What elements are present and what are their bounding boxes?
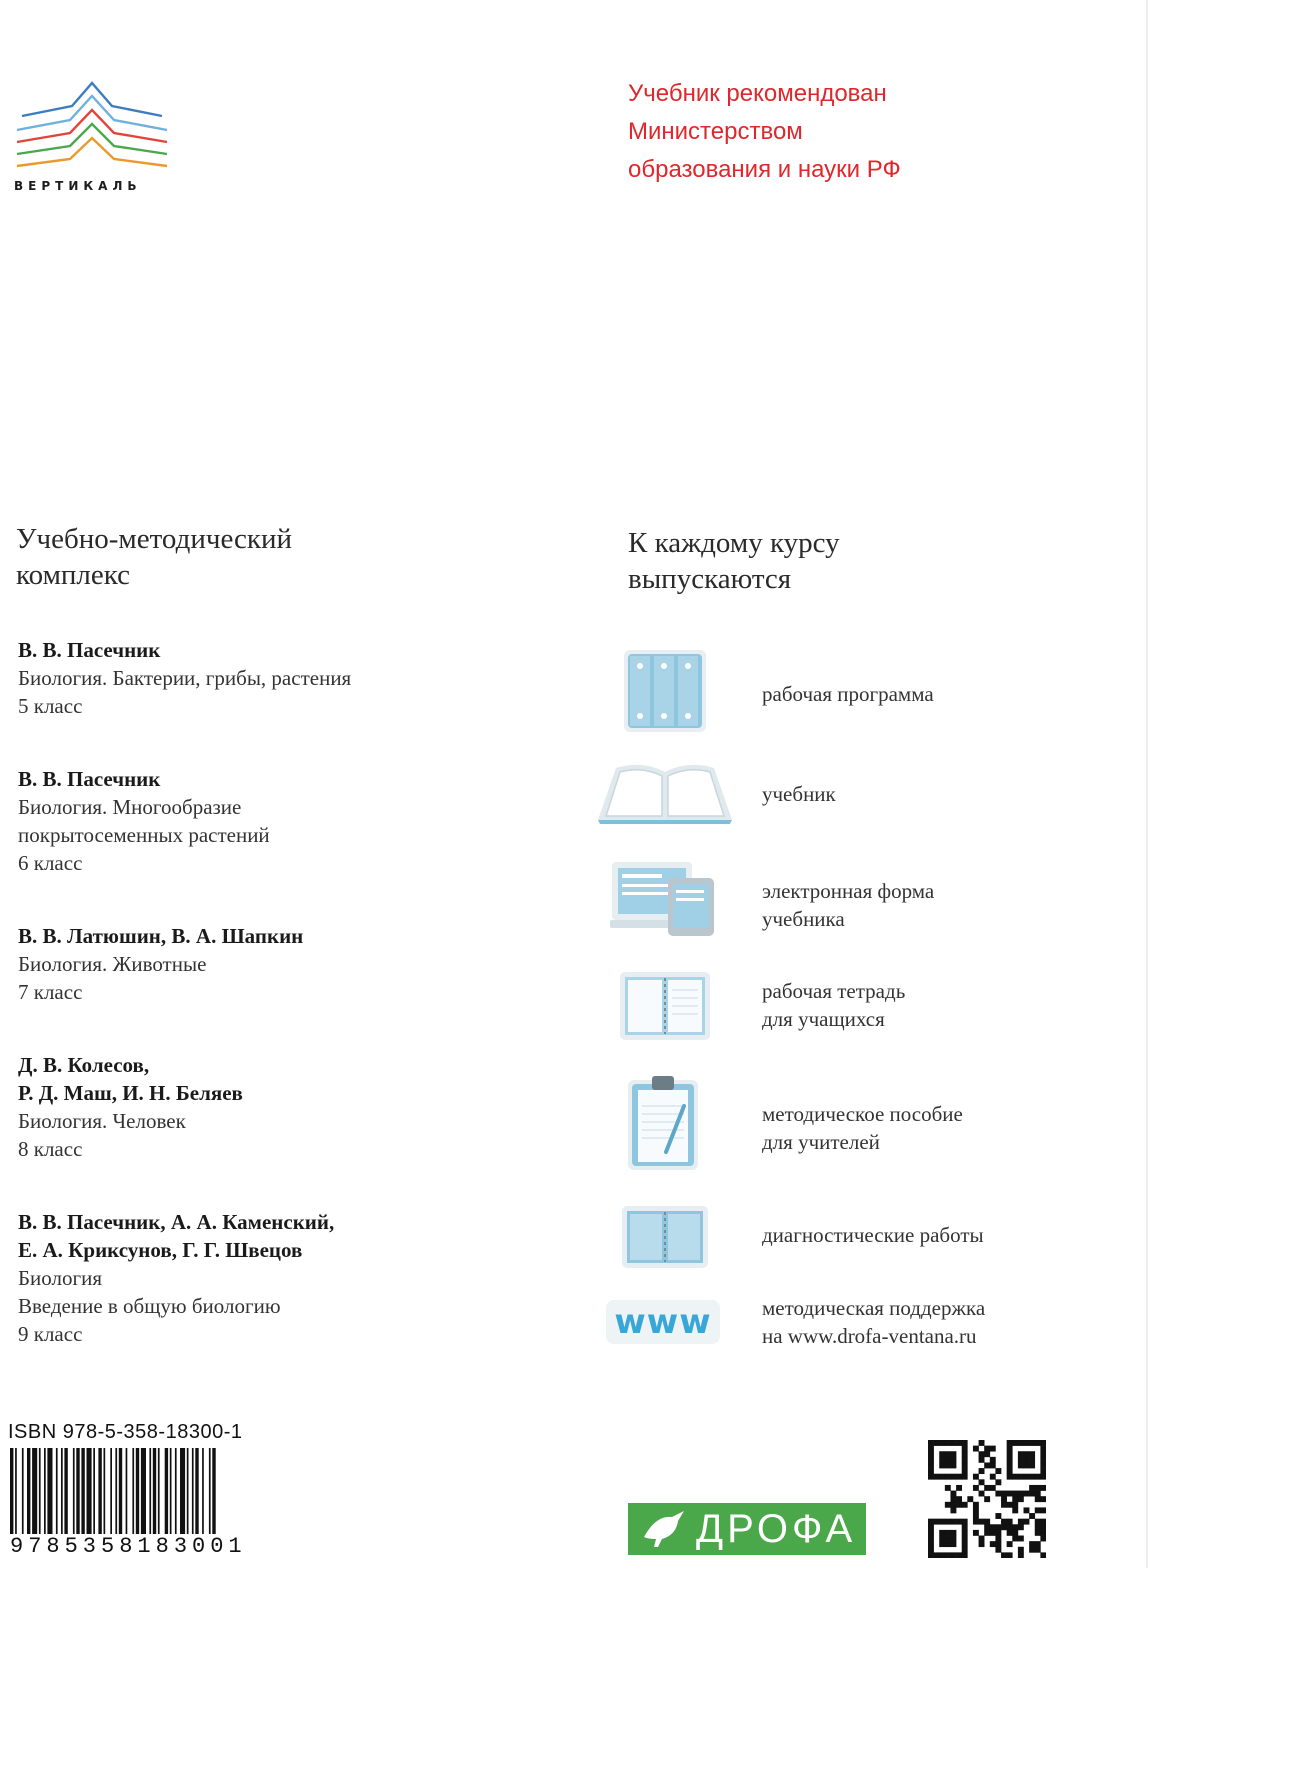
book-entry (18, 765, 270, 877)
book-authors: Д. В. Колесов, (18, 1053, 150, 1077)
book-authors: Е. А. Криксунов, Г. Г. Швецов (18, 1238, 303, 1262)
book-entry (18, 1051, 243, 1163)
binder-icon (622, 648, 708, 734)
book-entry (18, 1208, 334, 1348)
resource-label-line: рабочая программа (762, 682, 934, 706)
resources-title-line: выпускаются (628, 563, 792, 595)
devices-icon (610, 860, 718, 938)
book-line: 5 класс (18, 694, 83, 718)
resource-label-line: электронная форма (762, 879, 935, 903)
resources-title-line: К каждому курсу (628, 527, 840, 559)
book-authors: В. В. Пасечник (18, 767, 161, 791)
resource-label-line: для учащихся (762, 1007, 885, 1031)
complex-title-line: комплекс (16, 559, 131, 591)
page-edge-line (1146, 0, 1148, 1568)
resource-label (762, 780, 836, 808)
resource-label (762, 680, 934, 708)
workbook-icon (618, 970, 712, 1042)
resource-label (762, 1221, 984, 1249)
www-icon (606, 1300, 720, 1344)
book-line: Введение в общую биологию (18, 1294, 281, 1318)
book-line: 8 класс (18, 1137, 83, 1161)
book-line: покрытосеменных растений (18, 823, 270, 847)
complex-title-line: Учебно-методический (16, 523, 293, 555)
drofa-bird-icon (636, 1507, 692, 1551)
resource-label (762, 877, 934, 933)
book-line: Биология (18, 1266, 103, 1290)
barcode (8, 1448, 270, 1560)
book-line: 6 класс (18, 851, 83, 875)
resources-title (628, 525, 840, 597)
www-text: www (614, 1302, 712, 1342)
qr-code-icon (928, 1440, 1046, 1558)
book-entry (18, 636, 351, 720)
open-book-icon (594, 760, 736, 826)
book-line: Биология. Животные (18, 952, 207, 976)
resource-label (762, 1294, 985, 1350)
resource-label-line: методическое пособие (762, 1102, 963, 1126)
publisher-name: ВЕРТИКАЛЬ (14, 179, 142, 193)
resource-label (762, 977, 905, 1033)
book-authors: Р. Д. Маш, И. Н. Беляев (18, 1081, 243, 1105)
isbn-label: ISBN 978-5-358-18300-1 (8, 1421, 243, 1443)
clipboard-icon (626, 1074, 702, 1172)
recommendation-line: образования и науки РФ (628, 156, 901, 183)
recommendation-line: Министерством (628, 118, 803, 145)
notebook-icon (620, 1204, 710, 1270)
drofa-logo (628, 1503, 866, 1555)
resource-label-line: учебник (762, 782, 836, 806)
book-entry (18, 922, 303, 1006)
resource-label-line: диагностические работы (762, 1223, 984, 1247)
book-line: Биология. Многообразие (18, 795, 242, 819)
resource-label-line: на www.drofa-ventana.ru (762, 1324, 977, 1348)
resource-label-line: для учителей (762, 1130, 880, 1154)
resource-label-line: учебника (762, 907, 845, 931)
publisher-arcs-icon (12, 78, 172, 178)
resource-label-line: рабочая тетрадь (762, 979, 906, 1003)
complex-title (16, 521, 292, 593)
resource-label-line: методическая поддержка (762, 1296, 986, 1320)
book-authors: В. В. Латюшин, В. А. Шапкин (18, 924, 304, 948)
drofa-logo-text: ДРОФА (696, 1506, 857, 1551)
book-line: 7 класс (18, 980, 83, 1004)
publisher-logo (12, 78, 172, 198)
recommendation-text (628, 75, 901, 189)
book-authors: В. В. Пасечник, А. А. Каменский, (18, 1210, 335, 1234)
barcode-digits: 9785358183001 (10, 1534, 247, 1559)
book-line: Биология. Бактерии, грибы, растения (18, 666, 352, 690)
book-line: Биология. Человек (18, 1109, 186, 1133)
book-line: 9 класс (18, 1322, 83, 1346)
resource-label (762, 1100, 963, 1156)
book-authors: В. В. Пасечник (18, 638, 161, 662)
qr-code (928, 1440, 1046, 1558)
recommendation-line: Учебник рекомендован (628, 80, 887, 107)
